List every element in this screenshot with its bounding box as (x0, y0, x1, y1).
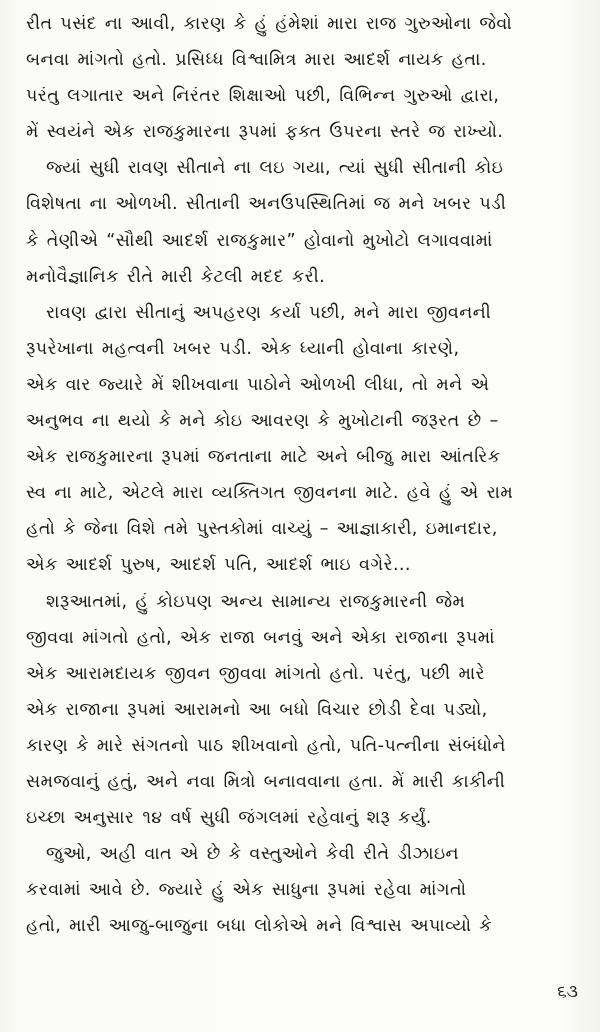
text-line: રીત પસંદ ના આવી, કારણ કે હું હંમેશાં મારા રાજ ગુરુઓના જેવો (26, 14, 513, 34)
page-number: ૬૩ (557, 982, 578, 1002)
text-line: એક રાજાના રૂપમાં આરામનો આ બધો વિચાર છોડી દેવા પડ્યો, (26, 699, 488, 720)
text-line: અનુભવ ના થયો કે મને કોઇ આવરણ કે મુખોટાની જરૂરત છે – (26, 411, 499, 432)
text-line: મેં સ્વયંને એક રાજકુમારના રૂપમાં ફક્ત ઉપરના સ્તરે જ રાખ્યો. (26, 122, 504, 143)
text-line: જુઓ, અહી વાત એ છે કે વસ્તુઓને કેવી રીતે ડીઝાઇન (46, 844, 460, 865)
text-line: પરંતુ લગાતાર અને નિરંતર શિક્ષાઓ પછી, વિભિન્ન ગુરુઓ દ્વારા, (26, 86, 500, 107)
text-line: મનોવૈજ્ઞાનિક રીતે મારી કેટલી મદદ કરી. (26, 266, 326, 287)
text-line: એક આરામદાયક જીવન જીવવા માંગતો હતો. પરંતુ, પછી મારે (26, 663, 485, 684)
text-line: બનવા માંગતો હતો. પ્રસિધ્ધ વિશ્વામિત્ર મારા આદર્શ નાયક હતા. (26, 50, 487, 71)
text-line: હતો કે જેના વિશે તમે પુસ્તકોમાં વાચ્યું – આજ્ઞાકારી, ઇમાનદાર, (26, 519, 498, 540)
text-line: જીવવા માંગતો હતો, એક રાજા બનવું અને એકા રાજાના રૂપમાં (26, 627, 495, 648)
text-line: એક આદર્શ પુરુષ, આદર્શ પતિ, આદર્શ ભાઇ વગેરે... (26, 555, 411, 576)
text-line: કે તેણીએ “સૌથી આદર્શ રાજકુમાર” હોવાનો મુખોટો લગાવવામાં (26, 230, 493, 251)
text-line: ઇચ્છા અનુસાર ૧૪ વર્ષ સુધી જંગલમાં રહેવાનું શરૂ કર્યું. (26, 808, 432, 829)
text-line: શરૂઆતમાં, હું કોઇપણ અન્ય સામાન્ય રાજકુમારની જેમ (46, 591, 466, 612)
text-line: રૂપરેખાના મહત્વની ખબર પડી. એક ધ્યાની હોવાના કારણે, (26, 338, 460, 359)
text-line: રાવણ દ્વારા સીતાનું અપહરણ કર્યા પછી, મને મારા જીવનની (46, 302, 492, 323)
body-text (26, 6, 578, 944)
text-line: વિશેષતા ના ઓળખી. સીતાની અનઉપસ્થિતિમાં જ મને ખબર પડી (26, 194, 507, 215)
text-line: કરવામાં આવે છે. જ્યારે હું એક સાધુના રૂપમાં રહેવા માંગતો (26, 880, 467, 901)
text-line: એક રાજકુમારના રૂપમાં જનતાના માટે અને બીજુ મારા આંતરિક (26, 447, 501, 468)
text-line: સ્વ ના માટે, એટલે મારા વ્યક્તિગત જીવનના માટે. હવે હું એ રામ (26, 483, 514, 504)
text-line: હતો, મારી આજુ-બાજુના બધા લોકોએ મને વિશ્વાસ અપાવ્યો કે (26, 916, 493, 937)
text-line: એક વાર જ્યારે મેં શીખવાના પાઠોને ઓળખી લીધા, તો મને એ (26, 374, 490, 395)
text-line: જ્યાં સુધી રાવણ સીતાને ના લઇ ગયા, ત્યાં સુધી સીતાની કોઇ (46, 158, 504, 179)
text-line: કારણ કે મારે સંગતનો પાઠ શીખવાનો હતો, પતિ-પત્નીના સંબંધોને (26, 735, 506, 756)
text-line: સમજવાનું હતું, અને નવા મિત્રો બનાવવાના હતા. મેં મારી કાકીની (26, 771, 506, 792)
